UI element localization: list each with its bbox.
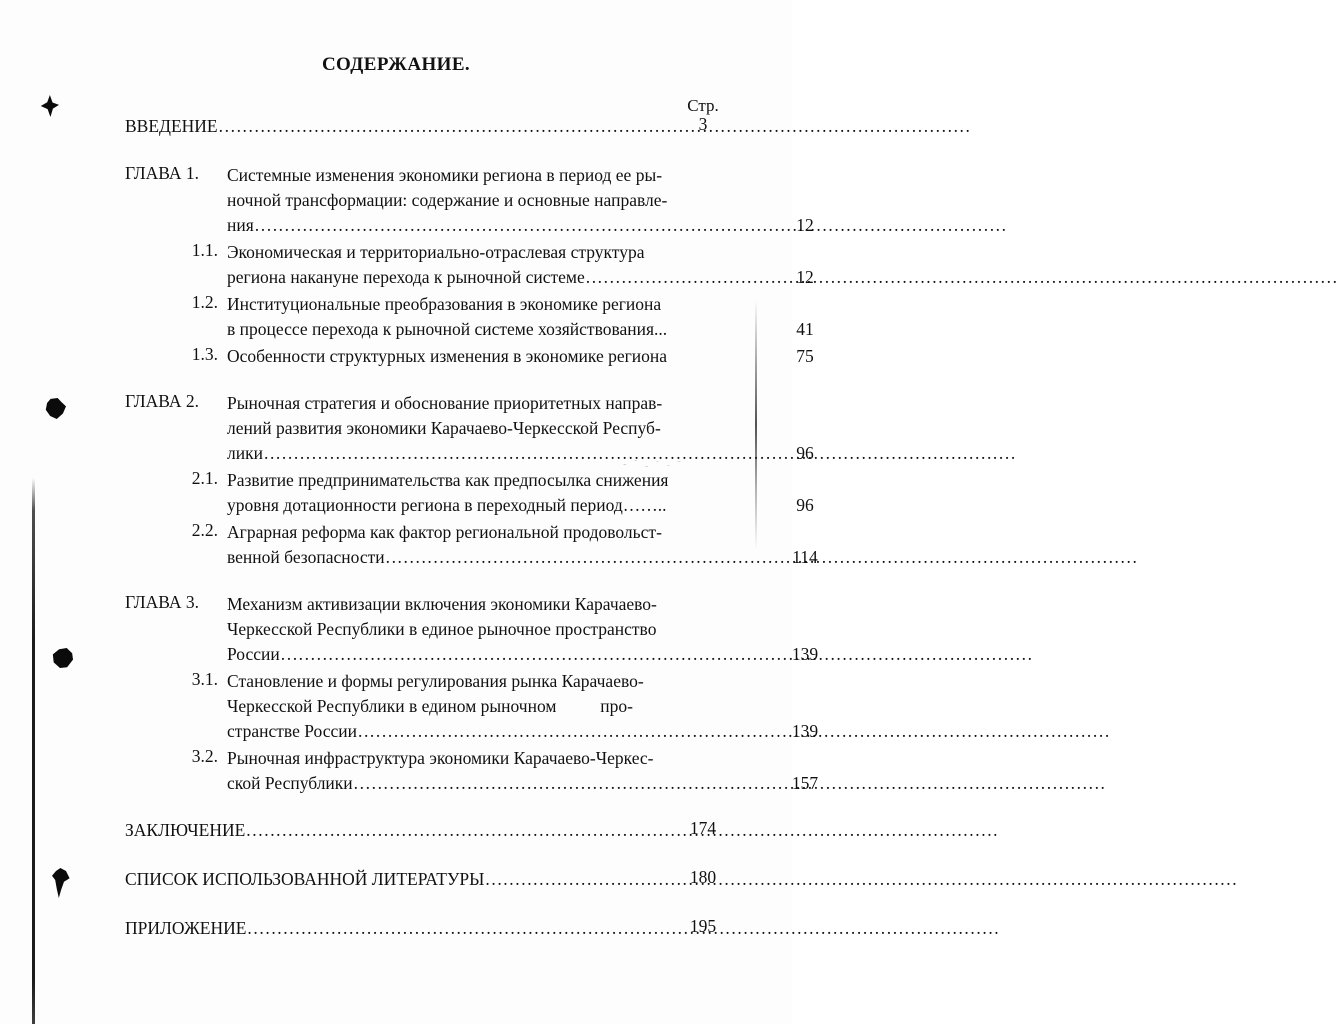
toc-section-3-1[interactable] xyxy=(125,669,819,744)
dot-leader xyxy=(354,771,1107,796)
toc-entry-label: ВВЕДЕНИЕ xyxy=(125,116,218,136)
dot-leader xyxy=(485,867,1238,892)
section-title-line: в процессе перехода к рыночной системе хозяйствования... xyxy=(227,319,668,339)
section-title-line: венной безопасности xyxy=(227,547,385,567)
chapter-title-line: лений развития экономики Карачаево-Черкесской Респуб- xyxy=(227,418,661,438)
toc-page-number: 3 xyxy=(698,114,708,134)
dot-leader xyxy=(255,213,1008,238)
toc-chapter-2 xyxy=(125,391,818,570)
toc-entry-label: ПРИЛОЖЕНИЕ xyxy=(125,918,247,938)
toc-page-number: 139 xyxy=(791,721,819,741)
ink-blot xyxy=(44,398,66,419)
page-title: СОДЕРЖАНИЕ. xyxy=(321,54,471,75)
toc-page-number: 12 xyxy=(796,215,814,235)
toc-chapter-3 xyxy=(125,592,819,796)
section-title-line: уровня дотационности региона в переходный период…….. xyxy=(227,495,667,515)
chapter-title-line: Системные изменения экономики региона в период ее ры- xyxy=(227,165,663,185)
toc-section-3-2[interactable] xyxy=(125,746,819,796)
section-title-line: региона накануне перехода к рыночной системе xyxy=(227,267,585,287)
chapter-title-line: Черкесской Республики в единое рыночное пространство xyxy=(227,619,657,639)
toc-page-number: 174 xyxy=(689,818,717,838)
toc-page-number: 96 xyxy=(796,495,814,515)
toc-section-2-1[interactable] xyxy=(125,468,814,518)
chapter-title-line: Рыночная стратегия и обоснование приоритетных направ- xyxy=(227,393,663,413)
dot-leader xyxy=(386,545,1139,570)
section-title-line: Рыночная инфраструктура экономики Карачаево-Черкес- xyxy=(227,748,654,768)
ink-blot xyxy=(52,648,73,668)
toc-section-1-1[interactable] xyxy=(125,240,814,290)
dot-leader xyxy=(264,441,1017,466)
dot-leader xyxy=(247,916,1000,941)
section-number: 2.1. xyxy=(191,468,218,488)
chapter-title-line: лики xyxy=(227,443,263,463)
toc-page-number: 180 xyxy=(689,867,717,887)
section-number: 1.1. xyxy=(191,240,218,260)
ink-blot xyxy=(40,95,59,117)
toc-entry-conclusion[interactable] xyxy=(125,818,725,843)
chapter-title-line: ния xyxy=(227,215,254,235)
toc-page-number: 96 xyxy=(796,443,814,463)
section-title-line: странстве России xyxy=(227,721,357,741)
toc-chapter-heading[interactable] xyxy=(125,592,819,667)
toc-entry-label: СПИСОК ИСПОЛЬЗОВАННОЙ ЛИТЕРАТУРЫ xyxy=(125,869,485,889)
right-edge-streak xyxy=(755,300,757,550)
toc-entry-appendix[interactable] xyxy=(125,916,725,941)
section-title-line: Аграрная реформа как фактор региональной продовольст- xyxy=(227,522,662,542)
chapter-label: ГЛАВА 3. xyxy=(125,592,200,612)
toc-chapter-1 xyxy=(125,163,814,369)
toc-page-number: 12 xyxy=(796,267,814,287)
chapter-title-line: России xyxy=(227,644,280,664)
toc-section-1-3[interactable] xyxy=(125,344,814,369)
chapter-title-line: ночной трансформации: содержание и основные направле- xyxy=(227,190,668,210)
section-number: 1.2. xyxy=(191,292,218,312)
table-of-contents xyxy=(125,114,819,965)
toc-chapter-heading[interactable] xyxy=(125,391,814,466)
toc-page-number: 41 xyxy=(796,319,814,339)
dot-leader xyxy=(586,265,1339,290)
toc-entry-bibliography[interactable] xyxy=(125,867,725,892)
toc-entry-introduction[interactable] xyxy=(125,114,725,139)
section-number: 3.2. xyxy=(191,746,218,766)
toc-chapter-heading[interactable] xyxy=(125,163,814,238)
dot-leader xyxy=(219,114,972,139)
toc-page-number: 157 xyxy=(791,773,819,793)
binding-edge-line xyxy=(32,478,35,1024)
toc-page-number: 75 xyxy=(796,346,814,366)
toc-page-number: 139 xyxy=(791,644,819,664)
chapter-label: ГЛАВА 2. xyxy=(125,391,200,411)
chapter-title-line: Механизм активизации включения экономики Карачаево- xyxy=(227,594,657,614)
section-title-line: Черкесской Республики в едином рыночном про- xyxy=(227,696,633,716)
ink-blot xyxy=(50,868,70,898)
section-title-line: Экономическая и территориально-отраслевая структура xyxy=(227,242,645,262)
chapter-label: ГЛАВА 1. xyxy=(125,163,200,183)
section-title-line: Развитие предпринимательства как предпосылка снижения xyxy=(227,470,669,490)
section-title-line: ской Республики xyxy=(227,773,353,793)
page-column-header: Стр. xyxy=(687,96,719,115)
section-number: 1.3. xyxy=(191,344,218,364)
section-number: 3.1. xyxy=(191,669,218,689)
section-title-line: Особенности структурных изменения в экономике региона xyxy=(227,346,668,366)
toc-page-number: 114 xyxy=(792,547,818,567)
toc-section-2-2[interactable] xyxy=(125,520,818,570)
toc-entry-label: ЗАКЛЮЧЕНИЕ xyxy=(125,820,246,840)
toc-section-1-2[interactable] xyxy=(125,292,814,342)
dot-leader xyxy=(358,719,1111,744)
section-number: 2.2. xyxy=(191,520,218,540)
section-title-line: Становление и формы регулирования рынка Карачаево- xyxy=(227,671,644,691)
dot-leader xyxy=(281,642,1034,667)
toc-page-number: 195 xyxy=(689,916,717,936)
dot-leader xyxy=(246,818,999,843)
section-title-line: Институциональные преобразования в экономике региона xyxy=(227,294,662,314)
